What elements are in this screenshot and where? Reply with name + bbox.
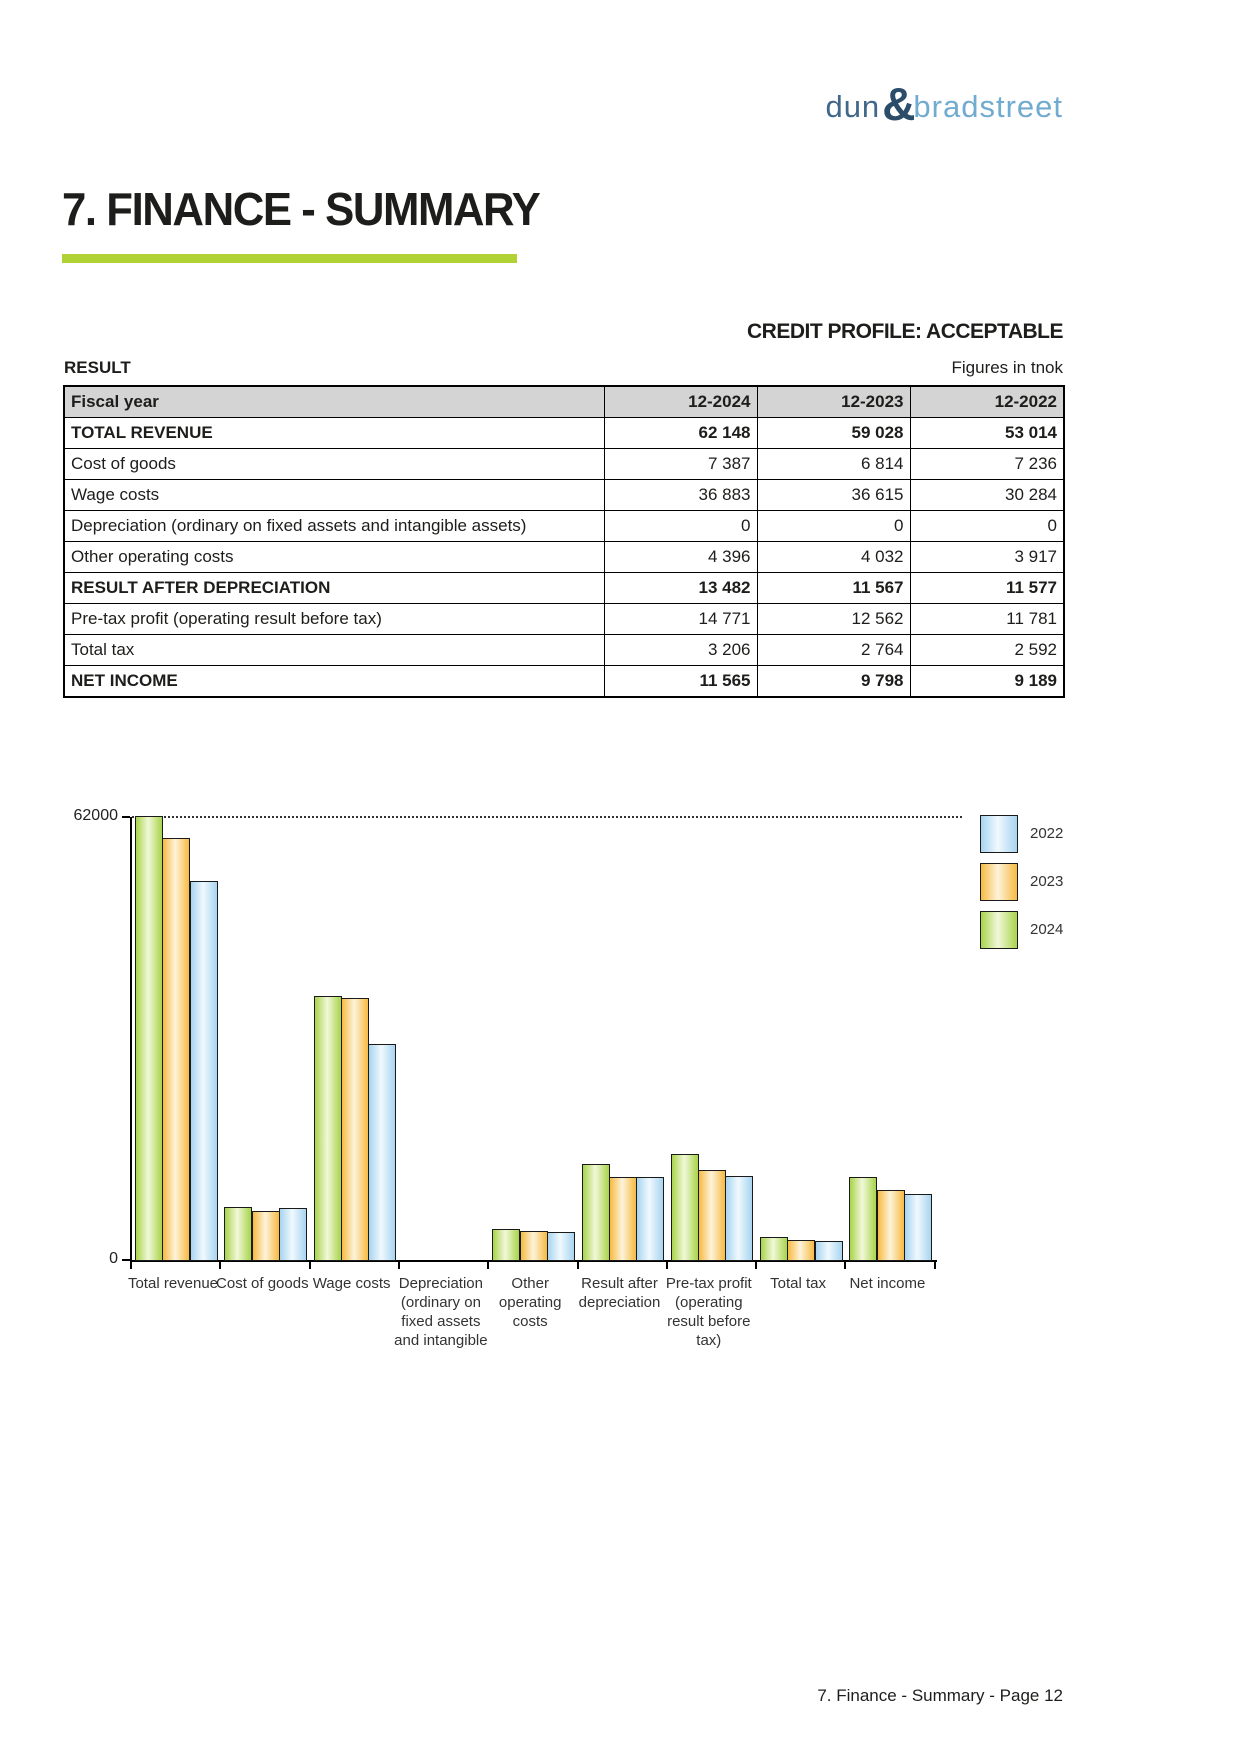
x-axis-tick (398, 1262, 400, 1269)
x-axis-tick (934, 1262, 936, 1269)
legend-label-2023: 2023 (1030, 873, 1064, 890)
row-label: Other operating costs (64, 542, 604, 573)
row-value: 7 236 (910, 449, 1064, 480)
row-label: TOTAL REVENUE (64, 418, 604, 449)
bar-2024-total-tax (760, 1237, 788, 1261)
row-label: Pre-tax profit (operating result before tax) (64, 604, 604, 635)
row-value: 36 615 (757, 480, 910, 511)
bar-2022-cost-of-goods (279, 1208, 307, 1261)
bar-2022-result-after-depreciation (636, 1177, 664, 1261)
x-axis-category-label: Depreciation (ordinary on fixed assets and intangible (394, 1275, 488, 1349)
x-axis-tick (309, 1262, 311, 1269)
page-title: 7. FINANCE - SUMMARY (62, 183, 540, 235)
row-value: 62 148 (604, 418, 757, 449)
page-footer: 7. Finance - Summary - Page 12 (817, 1686, 1063, 1705)
legend-label-2022: 2022 (1030, 825, 1064, 842)
x-axis-tick (219, 1262, 221, 1269)
row-value: 36 883 (604, 480, 757, 511)
row-value: 53 014 (910, 418, 1064, 449)
row-value: 2 764 (757, 635, 910, 666)
row-value: 7 387 (604, 449, 757, 480)
col-header-12-2024: 12-2024 (604, 386, 757, 418)
bar-2024-pre-tax-profit-operating-result-before-tax- (671, 1154, 699, 1261)
bar-2023-other-operating-costs (520, 1231, 548, 1261)
bar-2023-wage-costs (341, 998, 369, 1261)
row-value: 4 032 (757, 542, 910, 573)
x-axis-category-label: Cost of goods (216, 1275, 309, 1292)
row-label: RESULT AFTER DEPRECIATION (64, 573, 604, 604)
row-value: 9 798 (757, 666, 910, 698)
row-value: 11 781 (910, 604, 1064, 635)
row-value: 11 565 (604, 666, 757, 698)
row-label: NET INCOME (64, 666, 604, 698)
row-value: 11 567 (757, 573, 910, 604)
x-axis-tick (130, 1262, 132, 1269)
row-value: 30 284 (910, 480, 1064, 511)
bar-2023-total-tax (787, 1240, 815, 1261)
x-axis-category-label: Pre-tax profit (operating result before tax) (665, 1275, 752, 1349)
row-value: 9 189 (910, 666, 1064, 698)
bar-2022-net-income (904, 1194, 932, 1261)
row-label: Total tax (64, 635, 604, 666)
row-value: 12 562 (757, 604, 910, 635)
row-label: Wage costs (64, 480, 604, 511)
x-axis-tick (577, 1262, 579, 1269)
x-axis-category-label: Wage costs (312, 1275, 391, 1292)
bar-2023-total-revenue (162, 838, 190, 1261)
gridline-ymax (132, 816, 962, 818)
x-axis-tick (666, 1262, 668, 1269)
legend-swatch-2022 (980, 815, 1018, 853)
legend-swatch-2024 (980, 911, 1018, 949)
x-axis-category-label: Total tax (770, 1275, 827, 1292)
bar-2022-total-revenue (190, 881, 218, 1261)
row-label: Depreciation (ordinary on fixed assets and intangible assets) (64, 511, 604, 542)
row-value: 6 814 (757, 449, 910, 480)
x-axis-tick (755, 1262, 757, 1269)
x-axis-category-label: Result after depreciation (578, 1275, 661, 1311)
y-axis-zero-tick (122, 1259, 130, 1261)
bar-2022-total-tax (815, 1241, 843, 1261)
row-value: 2 592 (910, 635, 1064, 666)
bar-2024-other-operating-costs (492, 1229, 520, 1261)
bar-2022-other-operating-costs (547, 1232, 575, 1261)
bar-2022-wage-costs (368, 1044, 396, 1261)
credit-profile-heading: CREDIT PROFILE: ACCEPTABLE (747, 320, 1063, 343)
bar-2023-net-income (877, 1190, 905, 1261)
y-axis-label-zero: 0 (109, 1250, 118, 1267)
units-note: Figures in tnok (951, 358, 1063, 377)
logo-text-bradstreet: bradstreet (913, 89, 1063, 124)
bar-2023-cost-of-goods (252, 1211, 280, 1261)
row-value: 13 482 (604, 573, 757, 604)
x-axis-tick (487, 1262, 489, 1269)
y-axis-top-tick (122, 816, 130, 818)
y-axis-label-max: 62000 (73, 807, 118, 824)
x-axis-category-label: Total revenue (127, 1275, 219, 1292)
bar-2024-wage-costs (314, 996, 342, 1261)
row-value: 0 (604, 511, 757, 542)
logo-text-dun: dun (825, 89, 881, 124)
x-axis-category-label: Other operating costs (498, 1275, 562, 1330)
bar-2024-cost-of-goods (224, 1207, 252, 1261)
col-header-12-2023: 12-2023 (757, 386, 910, 418)
row-value: 11 577 (910, 573, 1064, 604)
row-value: 4 396 (604, 542, 757, 573)
logo-ampersand-icon: & (882, 78, 916, 130)
row-label: Cost of goods (64, 449, 604, 480)
bar-2024-total-revenue (135, 816, 163, 1261)
row-value: 14 771 (604, 604, 757, 635)
row-value: 0 (910, 511, 1064, 542)
x-axis-category-label: Net income (849, 1275, 926, 1292)
bar-2024-result-after-depreciation (582, 1164, 610, 1261)
col-header-fiscal-year: Fiscal year (64, 386, 604, 418)
bar-2023-result-after-depreciation (609, 1177, 637, 1261)
row-value: 3 917 (910, 542, 1064, 573)
x-axis-tick (844, 1262, 846, 1269)
row-value: 0 (757, 511, 910, 542)
bar-2022-pre-tax-profit-operating-result-before-tax- (725, 1176, 753, 1261)
section-label-result: RESULT (64, 358, 131, 377)
bar-2024-net-income (849, 1177, 877, 1261)
y-axis-line (130, 817, 132, 1262)
bar-2023-pre-tax-profit-operating-result-before-tax- (698, 1170, 726, 1261)
legend-swatch-2023 (980, 863, 1018, 901)
row-value: 3 206 (604, 635, 757, 666)
legend-label-2024: 2024 (1030, 921, 1064, 938)
col-header-12-2022: 12-2022 (910, 386, 1064, 418)
row-value: 59 028 (757, 418, 910, 449)
